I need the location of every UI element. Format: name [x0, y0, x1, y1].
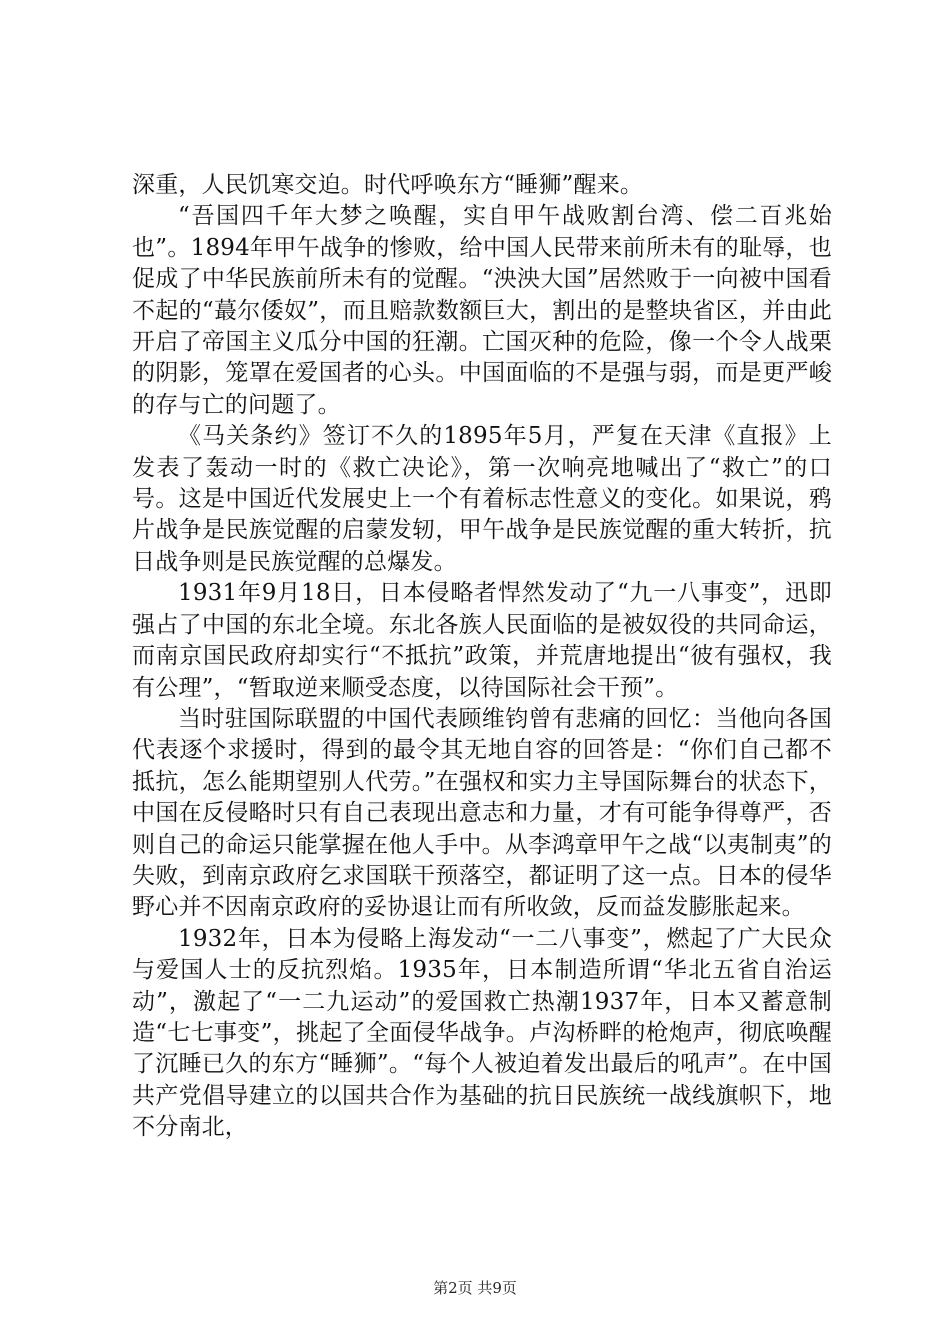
paragraph-3: 《马关条约》签订不久的1895年5月，严复在天津《直报》上发表了轰动一时的《救亡决论》，第一次响亮地喊出了“救亡”的口号。这是中国近代发展史上一个有着标志性意义的变化。如果说，鸦片战争是民族觉醒的启蒙发轫，甲午战争是民族觉醒的重大转折，抗日战争则是民族觉醒的总爆发。: [132, 423, 832, 575]
body-text: [132, 170, 832, 1144]
paragraph-5: 当时驻国际联盟的中国代表顾维钧曾有悲痛的回忆：当他向各国代表逐个求援时，得到的最令其无地自容的回答是：“你们自己都不抵抗，怎么能期望别人代劳。”在强权和实力主导国际舞台的状态下，中国在反侵略时只有自己表现出意志和力量，才有可能争得尊严，否则自己的命运只能掌握在他人手中。从李鸿章甲午之战“以夷制夷”的失败，到南京政府乞求国联干预落空，都证明了这一点。日本的侵华野心并不因南京政府的妥协退让而有所收敛，反而益发膨胀起来。: [132, 705, 832, 921]
paragraph-4: 1931年9月18日，日本侵略者悍然发动了“九一八事变”，迅即强占了中国的东北全境。东北各族人民面临的是被奴役的共同命运，而南京国民政府却实行“不抵抗”政策，并荒唐地提出“彼有强权，我有公理”，“暂取逆来顺受态度，以待国际社会干预”。: [132, 580, 832, 701]
paragraph-1: 深重，人民饥寒交迫。时代呼唤东方“睡狮”醒来。: [132, 172, 644, 198]
page-number-footer: 第2页 共9页: [433, 1279, 517, 1297]
paragraph-6: 1932年，日本为侵略上海发动“一二八事变”，燃起了广大民众与爱国人士的反抗烈焰。1935年，日本制造所谓“华北五省自治运动”，激起了“一二九运动”的爱国救亡热潮1937年，日本又蓄意制造“七七事变”，挑起了全面侵华战争。卢沟桥畔的枪炮声，彻底唤醒了沉睡已久的东方“睡狮”。“每个人被迫着发出最后的吼声”。在中国共产党倡导建立的以国共合作为基础的抗日民族统一战线旗帜下，地不分南北，: [132, 925, 832, 1141]
paragraph-2: “吾国四千年大梦之唤醒，实自甲午战败割台湾、偿二百兆始也”。1894年甲午战争的惨败，给中国人民带来前所未有的耻辱，也促成了中华民族前所未有的觉醒。“泱泱大国”居然败于一向被中国看不起的“蕞尔倭奴”，而且赔款数额巨大，割出的是整块省区，并由此开启了帝国主义瓜分中国的狂潮。亡国灭种的危险，像一个令人战栗的阴影，笼罩在爱国者的心头。中国面临的不是强与弱，而是更严峻的存与亡的问题了。: [132, 203, 832, 418]
